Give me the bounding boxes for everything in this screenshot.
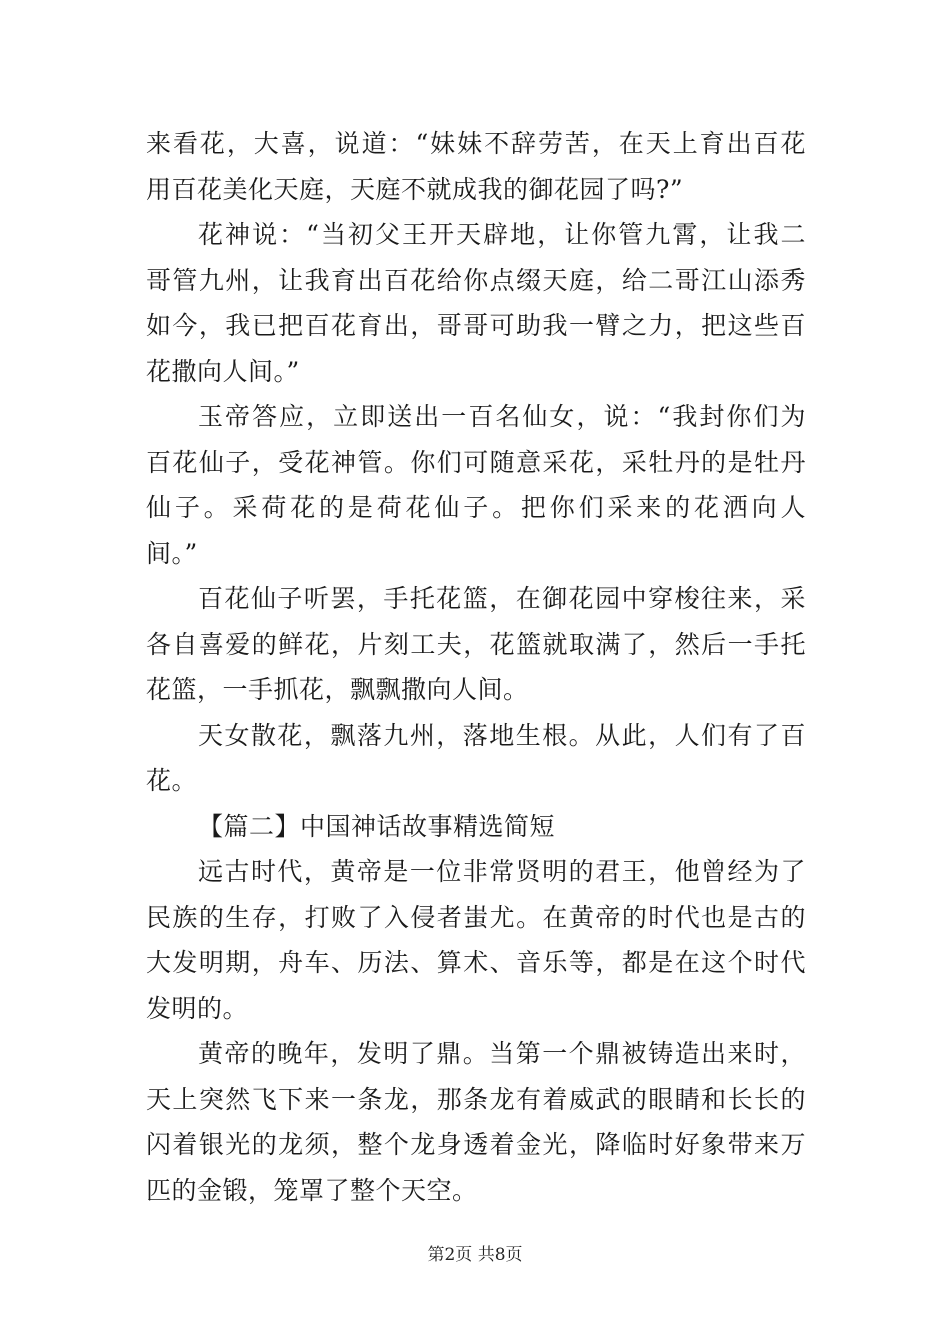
text-line: 黄帝的晚年，发明了鼎。当第一个鼎被铸造出来时， xyxy=(198,1039,806,1068)
paragraph xyxy=(146,121,806,212)
section-heading: 【篇二】中国神话故事精选简短 xyxy=(198,811,556,841)
text-line: 花篮，一手抓花，飘飘撒向人间。 xyxy=(146,675,529,704)
text-line: 百花仙子，受花神管。你们可随意采花，采牡丹的是牡丹 xyxy=(146,447,806,477)
page-number-footer: 第2页 共8页 xyxy=(427,1245,523,1265)
paragraph xyxy=(146,849,806,1031)
text-line: 玉帝答应，立即送出一百名仙女，说：“我封你们为 xyxy=(198,402,806,431)
paragraph xyxy=(146,1031,806,1213)
text-line: 各自喜爱的鲜花，片刻工夫，花篮就取满了，然后一手托 xyxy=(146,629,806,659)
paragraph xyxy=(146,576,806,713)
text-line: 民族的生存，打败了入侵者蚩尤。在黄帝的时代也是古的 xyxy=(146,902,806,932)
document-body xyxy=(146,121,806,1213)
text-line: 百花仙子听罢，手托花篮，在御花园中穿梭往来，采 xyxy=(198,584,806,613)
text-line: 匹的金锻，笼罩了整个天空。 xyxy=(146,1175,478,1205)
text-line: 天上突然飞下来一条龙，那条龙有着威武的眼睛和长长的 xyxy=(146,1084,806,1114)
text-line: 用百花美化天庭，天庭不就成我的御花园了吗?” xyxy=(146,174,684,204)
text-line: 发明的。 xyxy=(146,993,249,1023)
text-line: 来看花，大喜，说道：“妹妹不辞劳苦，在天上育出百花 xyxy=(146,129,806,158)
paragraph xyxy=(146,713,806,804)
text-line: 仙子。采荷花的是荷花仙子。把你们采来的花洒向人 xyxy=(146,493,806,522)
paragraph xyxy=(146,394,806,576)
paragraph xyxy=(146,212,806,394)
text-line: 间。” xyxy=(146,538,198,568)
text-line: 花撒向人间。” xyxy=(146,356,300,386)
text-line: 远古时代，黄帝是一位非常贤明的君王，他曾经为了 xyxy=(198,857,806,886)
text-line: 哥管九州，让我育出百花给你点缀天庭，给二哥江山添秀 xyxy=(146,265,806,295)
text-line: 闪着银光的龙须，整个龙身透着金光，降临时好象带来万 xyxy=(146,1130,806,1159)
text-line: 天女散花，飘落九州，落地生根。从此，人们有了百 xyxy=(198,720,806,750)
text-line: 花。 xyxy=(146,766,198,795)
text-line: 花神说：“当初父王开天辟地，让你管九霄，让我二 xyxy=(198,220,806,249)
text-line: 如今，我已把百花育出，哥哥可助我一臂之力，把这些百 xyxy=(146,311,806,340)
text-line: 大发明期，舟车、历法、算术、音乐等，都是在这个时代 xyxy=(146,948,806,977)
